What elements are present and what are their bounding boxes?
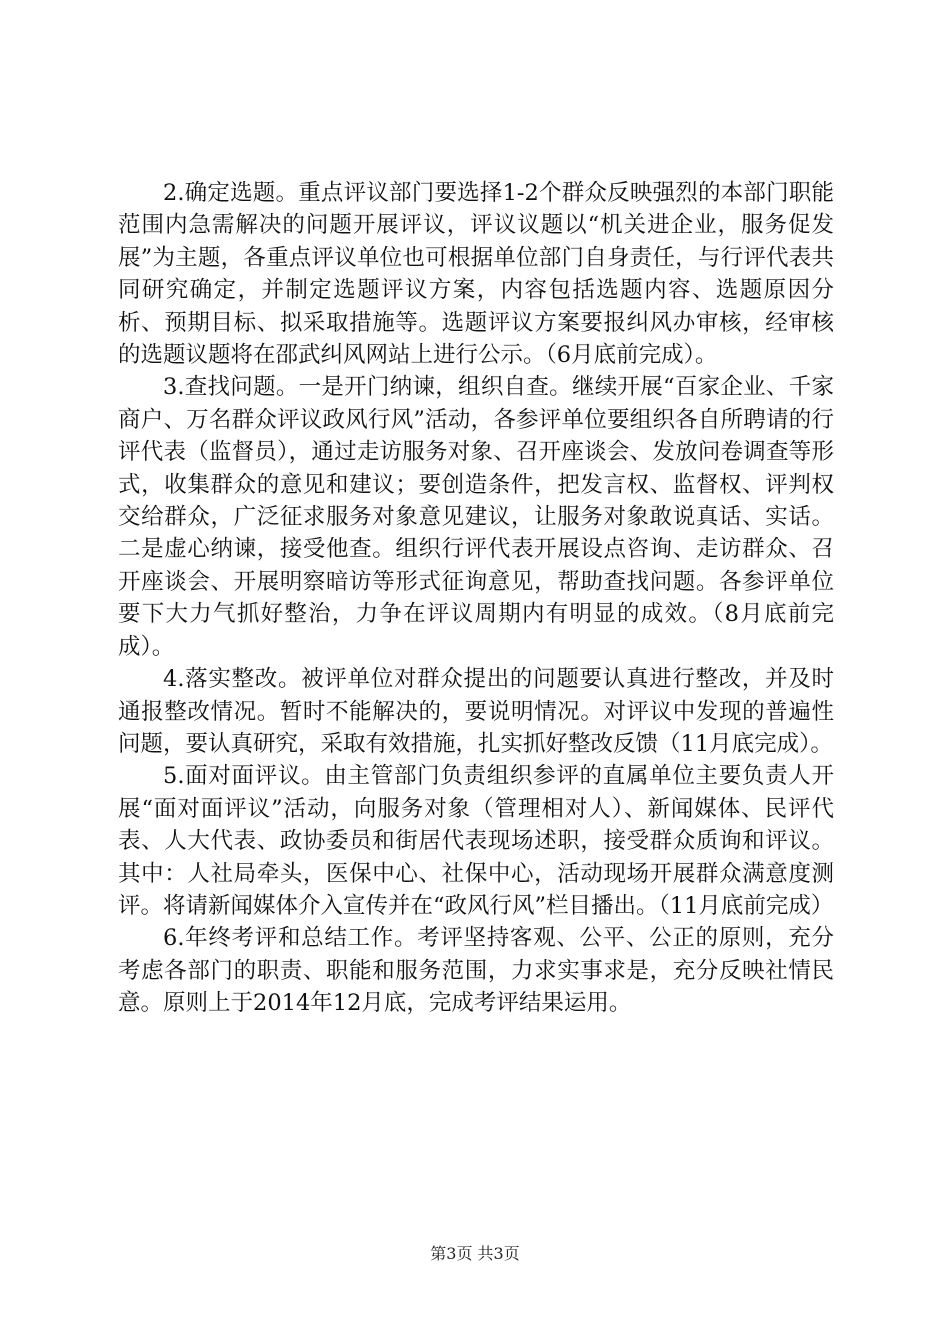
paragraph-confirm-topic: 2.确定选题。重点评议部门要选择1-2个群众反映强烈的本部门职能范围内急需解决的问题开展评议，评议议题以“机关进企业，服务促发展”为主题，各重点评议单位也可根据单位部门自身责任，与行评代表共同研究确定，并制定选题评议方案，内容包括选题内容、选题原因分析、预期目标、拟采取措施等。选题评议方案要报纠风办审核，经审核的选题议题将在邵武纠风网站上进行公示。（6月底前完成）。	[118, 180, 834, 369]
document-body	[118, 177, 834, 1020]
paragraph-find-problems: 3.查找问题。一是开门纳谏，组织自查。继续开展“百家企业、千家商户、万名群众评议政风行风”活动，各参评单位要组织各自所聘请的行评代表（监督员），通过走访服务对象、召开座谈会、发放问卷调查等形式，收集群众的意见和建议；要创造条件，把发言权、监督权、评判权交给群众，广泛征求服务对象意见建议，让服务对象敢说真话、实话。二是虚心纳谏，接受他查。组织行评代表开展设点咨询、走访群众、召开座谈会、开展明察暗访等形式征询意见，帮助查找问题。各参评单位要下大力气抓好整治，力争在评议周期内有明显的成效。（8月底前完成）。	[118, 374, 834, 660]
paragraph-year-end-evaluation: 6.年终考评和总结工作。考评坚持客观、公平、公正的原则，充分考虑各部门的职责、职能和服务范围，力求实事求是，充分反映社情民意。原则上于2014年12月底，完成考评结果运用。	[118, 925, 834, 1017]
paragraph-face-to-face-review: 5.面对面评议。由主管部门负责组织参评的直属单位主要负责人开展“面对面评议”活动，向服务对象（管理相对人）、新闻媒体、民评代表、人大代表、政协委员和街居代表现场述职，接受群众质询和评议。其中：人社局牵头，医保中心、社保中心，活动现场开展群众满意度测评。将请新闻媒体介入宣传并在“政风行风”栏目播出。（11月底前完成）	[118, 763, 834, 919]
page-footer: 第3页 共3页	[430, 1244, 520, 1263]
paragraph-implement-rectification: 4.落实整改。被评单位对群众提出的问题要认真进行整改，并及时通报整改情况。暂时不能解决的，要说明情况。对评议中发现的普遍性问题，要认真研究，采取有效措施，扎实抓好整改反馈（11月底完成）。	[118, 666, 834, 757]
